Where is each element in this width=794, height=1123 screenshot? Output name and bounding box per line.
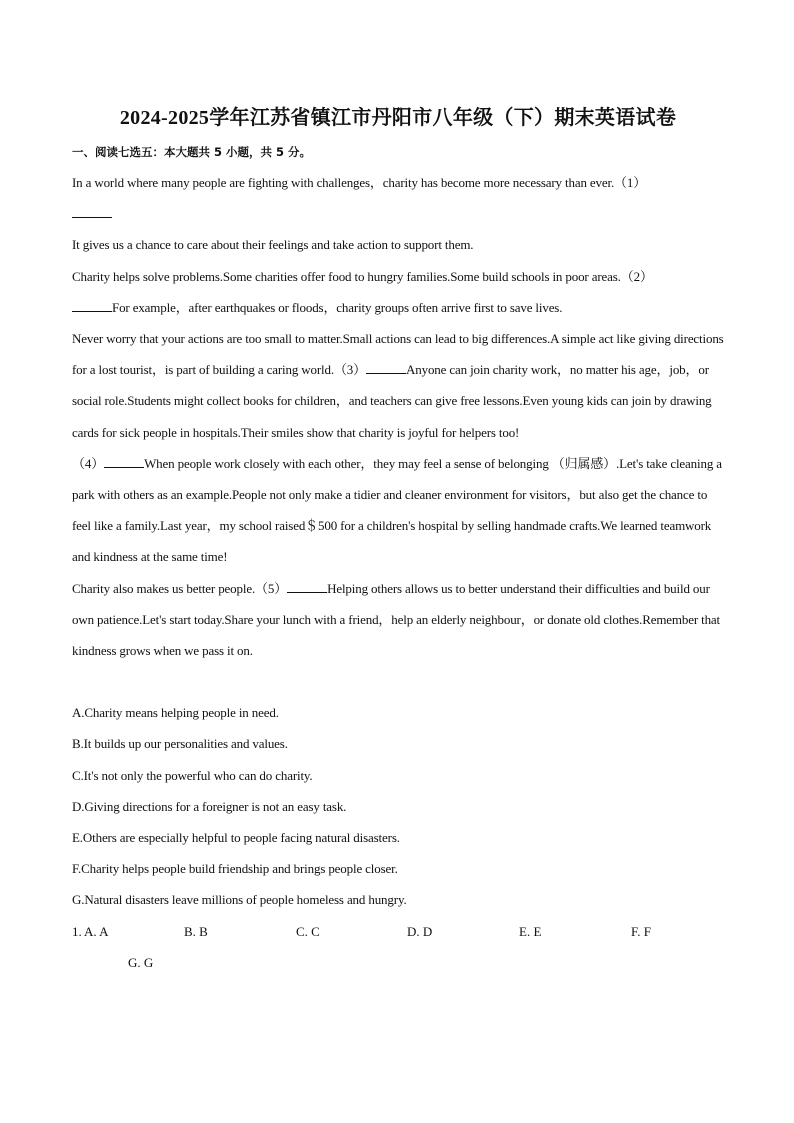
choice-g[interactable]: G. G <box>128 954 154 970</box>
passage-text: Charity also makes us better people.（5） <box>72 580 288 596</box>
question-1-choices <box>72 916 724 947</box>
exam-title: 2024-2025学年江苏省镇江市丹阳市八年级（下）期末英语试卷 <box>119 107 677 129</box>
passage-paragraph-4 <box>72 323 724 448</box>
blank-4[interactable] <box>104 453 144 468</box>
passage-paragraph-3 <box>72 261 724 323</box>
option-e: E.Others are especially helpful to people facing natural disasters. <box>72 830 400 846</box>
spacer <box>72 666 724 697</box>
option-d: D.Giving directions for a foreigner is not an easy task. <box>72 798 347 814</box>
choice-c[interactable]: C. C <box>296 923 320 939</box>
option-a: A.Charity means helping people in need. <box>72 705 279 721</box>
choice-f[interactable]: F. F <box>631 923 651 939</box>
passage-text: Helping others allows us to better understand their difficulties and build our own patience.Let's start today.Share your lunch with a friend，help an elderly neighbour，or donate old clothes.Remember that kindness grows when we pass it on. <box>72 580 721 659</box>
passage-text: （4） <box>72 455 105 471</box>
option-b: B.It builds up our personalities and values. <box>72 736 288 752</box>
choice-a[interactable]: A. A <box>84 923 109 939</box>
passage-text: When people work closely with each other，they may feel a sense of belonging （归属感）.Let's take cleaning a park with others as an example.People not only make a tidier and cleaner environment for visitors，but also get the chance to feel like a family.Last year，my school raised＄500 for a children's hospital by selling handmade crafts.We learned teamwork and kindness at the same time! <box>72 455 722 565</box>
option-f: F.Charity helps people build friendship and brings people closer. <box>72 861 398 877</box>
passage-text: In a world where many people are fighting with challenges，charity has become more necessary than ever.（1） <box>72 175 647 190</box>
passage-paragraph-5 <box>72 448 724 573</box>
choice-b[interactable]: B. B <box>184 923 208 939</box>
passage-text: Never worry that your actions are too small to matter.Small actions can lead to big differences.A simple act like giving directions for a lost tourist，is part of building a caring world.（3） <box>72 331 724 378</box>
passage-paragraph-2: It gives us a chance to care about their feelings and take action to support them. <box>72 237 474 253</box>
blank-3[interactable] <box>366 359 406 374</box>
choice-e[interactable]: E. E <box>519 923 542 939</box>
option-c: C.It's not only the powerful who can do charity. <box>72 767 313 783</box>
choice-d[interactable]: D. D <box>407 923 433 939</box>
passage-text: Charity helps solve problems.Some charities offer food to hungry families.Some build schools in poor areas.（2） <box>72 268 653 284</box>
reading-passage <box>72 167 724 666</box>
blank-2[interactable] <box>72 297 112 312</box>
option-list <box>72 697 724 915</box>
passage-text: For example，after earthquakes or floods，charity groups often arrive first to save lives. <box>112 299 563 315</box>
option-g: G.Natural disasters leave millions of people homeless and hungry. <box>72 892 407 908</box>
section-heading: 一、阅读七选五：本大题共 5 小题，共 5 分。 <box>72 145 312 159</box>
blank-1[interactable] <box>72 203 112 218</box>
blank-5[interactable] <box>287 578 327 593</box>
passage-paragraph-6 <box>72 573 724 667</box>
question-1-choices-wrap <box>72 947 724 978</box>
passage-text: Anyone can join charity work，no matter his age，job，or social role.Students might collect books for children，and teachers can give free lessons.Even young kids can join by drawing cards for sick people in hospitals.Their smiles show that charity is joyful for helpers too! <box>72 362 712 440</box>
question-number: 1. <box>72 923 82 939</box>
passage-paragraph-1 <box>72 167 724 229</box>
